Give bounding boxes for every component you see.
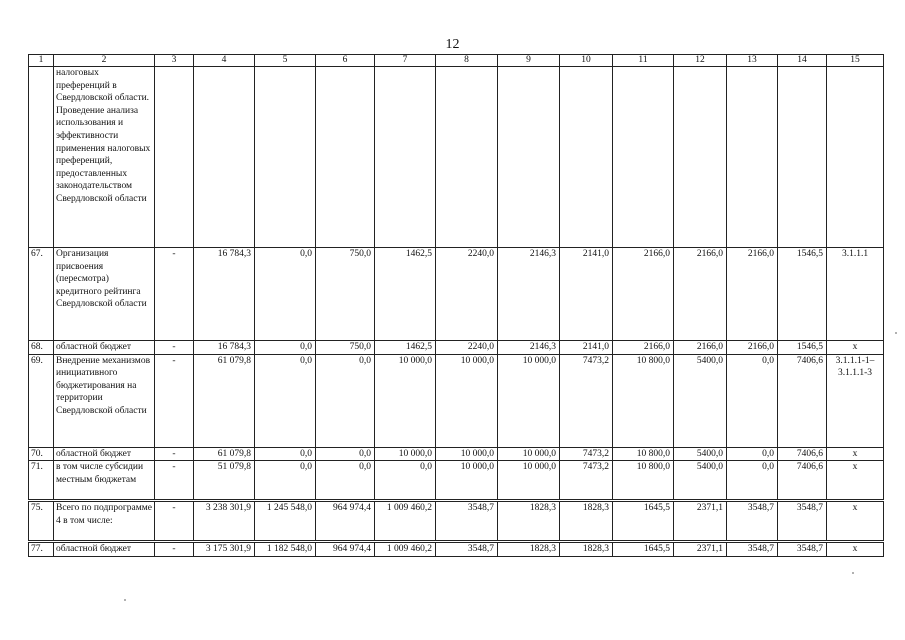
table-cell (674, 67, 727, 248)
table-cell: 1462,5 (375, 248, 436, 341)
table-cell: 1645,5 (613, 542, 674, 557)
description-cell: Внедрение механизмов инициативного бюджетирования на территории Свердловской области (54, 354, 155, 447)
table-cell: 2166,0 (674, 341, 727, 355)
table-cell (498, 67, 560, 248)
table-cell: 2141,0 (560, 248, 613, 341)
table-cell: x (827, 447, 884, 461)
table-cell (613, 67, 674, 248)
table-cell: 964 974,4 (316, 542, 375, 557)
table-cell: 0,0 (255, 341, 316, 355)
table-cell: 16 784,3 (194, 248, 255, 341)
table-cell: 3548,7 (778, 542, 827, 557)
table-cell: 1 009 460,2 (375, 501, 436, 542)
row-number-cell: 69. (29, 354, 54, 447)
table-cell: 10 800,0 (613, 354, 674, 447)
row-number-cell: 75. (29, 501, 54, 542)
table-cell: 0,0 (255, 248, 316, 341)
table-cell: 10 000,0 (375, 354, 436, 447)
table-cell: 2146,3 (498, 341, 560, 355)
row-number-cell: 70. (29, 447, 54, 461)
row-number-cell (29, 67, 54, 248)
table-cell: 10 000,0 (375, 447, 436, 461)
table-cell (778, 67, 827, 248)
table-row (29, 67, 884, 248)
row-number-cell: 68. (29, 341, 54, 355)
table-cell: 1 245 548,0 (255, 501, 316, 542)
table-cell: 3.1.1.1-1– 3.1.1.1-3 (827, 354, 884, 447)
column-header: 15 (827, 55, 884, 67)
table-cell: 10 800,0 (613, 447, 674, 461)
table-cell: x (827, 461, 884, 501)
table-cell: 51 079,8 (194, 461, 255, 501)
table-cell (560, 67, 613, 248)
description-cell: налоговых преференций в Свердловской области. Проведение анализа использования и эффективности применения налоговых преференций, предоставленных законодательством Свердловской области (54, 67, 155, 248)
table-cell: - (155, 542, 194, 557)
description-cell: областной бюджет (54, 447, 155, 461)
table-cell: 3548,7 (436, 501, 498, 542)
table-cell: 1828,3 (560, 542, 613, 557)
table-cell: 10 000,0 (436, 354, 498, 447)
table-cell: 61 079,8 (194, 354, 255, 447)
table-cell: 16 784,3 (194, 341, 255, 355)
column-header: 14 (778, 55, 827, 67)
header-row (29, 55, 884, 67)
table-cell: x (827, 501, 884, 542)
table-cell: 5400,0 (674, 354, 727, 447)
column-header: 8 (436, 55, 498, 67)
table-cell: 2240,0 (436, 248, 498, 341)
table-cell (727, 67, 778, 248)
table-cell (827, 67, 884, 248)
table-cell: - (155, 354, 194, 447)
table-cell: 2166,0 (674, 248, 727, 341)
table-cell: 7406,6 (778, 461, 827, 501)
column-header: 9 (498, 55, 560, 67)
table-cell: 7473,2 (560, 461, 613, 501)
row-number-cell: 67. (29, 248, 54, 341)
table-cell: - (155, 447, 194, 461)
table-cell: 7473,2 (560, 447, 613, 461)
table-cell: - (155, 248, 194, 341)
table-cell: 61 079,8 (194, 447, 255, 461)
row-number-cell: 71. (29, 461, 54, 501)
table-row (29, 447, 884, 461)
table-cell: 0,0 (727, 461, 778, 501)
table-cell (436, 67, 498, 248)
scan-speck (895, 332, 897, 334)
column-header: 6 (316, 55, 375, 67)
page-number: 12 (445, 37, 460, 52)
table-cell: 750,0 (316, 248, 375, 341)
column-header: 10 (560, 55, 613, 67)
column-header: 12 (674, 55, 727, 67)
table-cell (255, 67, 316, 248)
table-cell (155, 67, 194, 248)
table-cell (194, 67, 255, 248)
column-header: 3 (155, 55, 194, 67)
table-cell (375, 67, 436, 248)
table-cell: 5400,0 (674, 447, 727, 461)
table-cell: 2146,3 (498, 248, 560, 341)
table-row (29, 354, 884, 447)
table-cell: 1462,5 (375, 341, 436, 355)
column-header: 2 (54, 55, 155, 67)
table-row (29, 542, 884, 557)
table-cell: 0,0 (375, 461, 436, 501)
column-header: 5 (255, 55, 316, 67)
table-cell: 10 000,0 (498, 354, 560, 447)
budget-table (28, 54, 884, 557)
column-header: 7 (375, 55, 436, 67)
table-cell: 0,0 (316, 354, 375, 447)
table-cell: 10 000,0 (436, 461, 498, 501)
table-cell: 3548,7 (727, 501, 778, 542)
table-cell: 750,0 (316, 341, 375, 355)
row-number-cell: 77. (29, 542, 54, 557)
table-cell: 3.1.1.1 (827, 248, 884, 341)
table-cell (316, 67, 375, 248)
table-cell: 3 238 301,9 (194, 501, 255, 542)
table-cell: 2240,0 (436, 341, 498, 355)
description-cell: Организация присвоения (пересмотра) кредитного рейтинга Свердловской области (54, 248, 155, 341)
column-header: 13 (727, 55, 778, 67)
description-cell: областной бюджет (54, 341, 155, 355)
table-cell: 0,0 (255, 447, 316, 461)
table-cell: 2166,0 (727, 248, 778, 341)
table-cell: 2371,1 (674, 542, 727, 557)
column-header: 4 (194, 55, 255, 67)
table-cell: 2166,0 (727, 341, 778, 355)
table-cell: 1828,3 (498, 542, 560, 557)
table-row (29, 461, 884, 501)
table-cell: 1828,3 (498, 501, 560, 542)
table-cell: 3 175 301,9 (194, 542, 255, 557)
table-cell: 1 009 460,2 (375, 542, 436, 557)
table-cell: 1828,3 (560, 501, 613, 542)
description-cell: Всего по подпрограмме 4 в том числе: (54, 501, 155, 542)
table-row (29, 341, 884, 355)
table-cell: 10 000,0 (498, 447, 560, 461)
table-cell: - (155, 341, 194, 355)
table-cell: 1 182 548,0 (255, 542, 316, 557)
column-header: 1 (29, 55, 54, 67)
table-cell: - (155, 461, 194, 501)
table-row (29, 501, 884, 542)
column-header: 11 (613, 55, 674, 67)
table-cell: - (155, 501, 194, 542)
description-cell: в том числе субсидии местным бюджетам (54, 461, 155, 501)
table-cell: 10 800,0 (613, 461, 674, 501)
table-cell: 1546,5 (778, 341, 827, 355)
table-cell: 2141,0 (560, 341, 613, 355)
table-cell: 0,0 (727, 447, 778, 461)
table-cell: 1645,5 (613, 501, 674, 542)
table-cell: 0,0 (255, 354, 316, 447)
table-cell: x (827, 341, 884, 355)
table-cell: 7406,6 (778, 354, 827, 447)
table-cell: 1546,5 (778, 248, 827, 341)
table-row (29, 248, 884, 341)
table-cell: 10 000,0 (436, 447, 498, 461)
table-cell: 0,0 (316, 447, 375, 461)
table-cell: 964 974,4 (316, 501, 375, 542)
table-cell: 7473,2 (560, 354, 613, 447)
table-cell: 2166,0 (613, 341, 674, 355)
table-cell: 0,0 (255, 461, 316, 501)
scan-speck (852, 572, 854, 574)
table-cell: 3548,7 (727, 542, 778, 557)
table-cell: x (827, 542, 884, 557)
table-cell: 2371,1 (674, 501, 727, 542)
description-cell: областной бюджет (54, 542, 155, 557)
table-cell: 3548,7 (436, 542, 498, 557)
scan-speck (124, 599, 126, 601)
table-cell: 0,0 (727, 354, 778, 447)
table-cell: 2166,0 (613, 248, 674, 341)
table-cell: 5400,0 (674, 461, 727, 501)
table-cell: 3548,7 (778, 501, 827, 542)
table-cell: 0,0 (316, 461, 375, 501)
table-cell: 7406,6 (778, 447, 827, 461)
table-cell: 10 000,0 (498, 461, 560, 501)
